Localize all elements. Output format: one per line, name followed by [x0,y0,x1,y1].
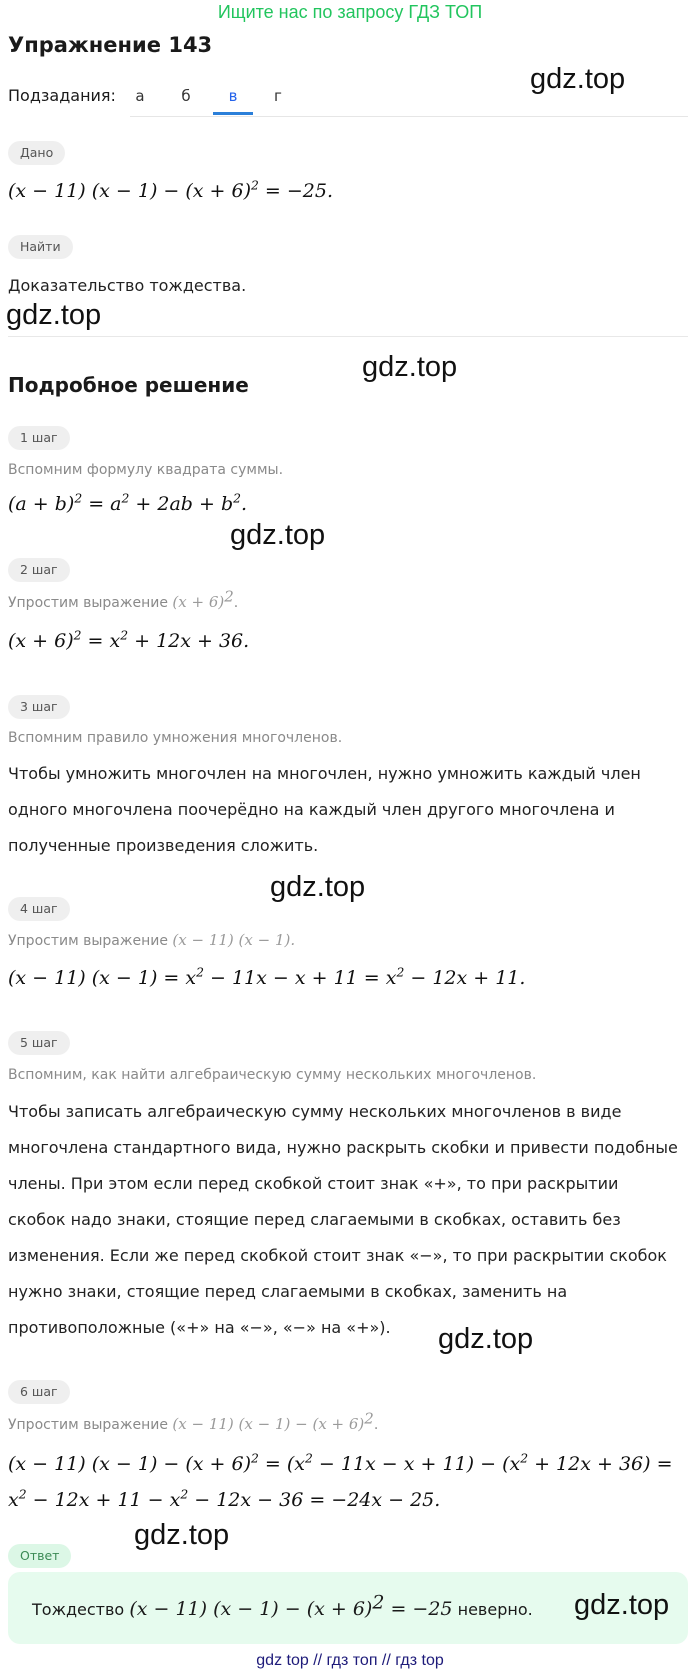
step-4-formula: (x − 11) $(x - 1) = x^2 - 11x - x + 11 = x^2 - 12x + 11$. [8,965,526,989]
watermark: gdz.top [134,1519,230,1551]
step-4-label: 4 шаг [8,897,70,921]
step-5-line-5: изменения. Если же перед скобкой стоит знак «−», то при раскрытии скобок [8,1246,667,1265]
step-5-line-6: нужно знаки, стоящие перед слагаемыми в скобках, заменить на [8,1282,568,1301]
step-5-line-4: скобок надо знаки, стоящие перед слагаемыми в скобках, оставить без [8,1210,621,1229]
step-3-label: 3 шаг [8,695,70,719]
find-label: Найти [8,235,73,259]
page-title: Упражнение 143 [8,33,213,57]
promo-banner[interactable]: Ищите нас по запросу ГДЗ ТОП [217,2,483,22]
given-expression: (x − 11) $(x - 1) - (x + 6)^2 = -25$. [8,178,334,202]
tab-b[interactable]: б [181,87,191,105]
step-6-formula-line-2: $x^2 - 12x + 11 - x^2 - 12x - 36 = -24x - 25$. [8,1487,441,1511]
step-5-label: 5 шаг [8,1031,70,1055]
step-1-formula: $(a + b)^2 = a^2 + 2ab + b^2$. [8,491,248,515]
step-6-label: 6 шаг [8,1380,70,1404]
tab-a[interactable]: а [135,87,145,105]
find-text: Доказательство тождества. [8,276,247,295]
footer-links[interactable]: gdz top // гдз топ // гдз top [256,1652,444,1669]
watermark: gdz.top [530,63,626,95]
step-5-line-3: члены. При этом если перед скобкой стоит знак «+», то при раскрытии [8,1174,619,1193]
step-5-hint: Вспомним, как найти алгебраическую сумму нескольких многочленов. [8,1067,537,1083]
given-label: Дано [8,141,65,165]
subtasks-label: Подзадания: [8,86,116,105]
step-4-hint: Упростим выражение (x − 11) (x − 1). [8,931,296,949]
answer-text: Тождество (x − 11) $(x - 1) - (x + 6)^2 = -25$ неверно. [32,1591,533,1620]
step-3-hint: Вспомним правило умножения многочленов. [8,730,343,746]
step-5-line-1: Чтобы записать алгебраическую сумму нескольких многочленов в виде [8,1102,622,1121]
answer-label: Ответ [8,1544,71,1568]
step-6-hint: Упростим выражение (x − 11) $(x - 1) - (x + 6)^2$. [8,1409,379,1433]
tab-g[interactable]: г [274,87,282,105]
step-5-line-2: многочлена стандартного вида, нужно раскрыть скобки и привести подобные [8,1138,678,1157]
step-1-hint: Вспомним формулу квадрата суммы. [8,462,284,478]
step-2-label: 2 шаг [8,558,70,582]
step-1-label: 1 шаг [8,426,70,450]
watermark: gdz.top [574,1589,670,1621]
watermark: gdz.top [230,519,326,551]
step-5-line-7: противоположные («+» на «−», «−» на «+»). [8,1318,391,1337]
solution-title: Подробное решение [8,373,249,397]
step-2-hint: Упростим выражение $(x + 6)^2$. [8,587,239,611]
divider [8,336,688,337]
tab-v[interactable]: в [213,78,253,115]
step-3-line-3: полученные произведения сложить. [8,836,319,855]
watermark: gdz.top [362,351,458,383]
watermark: gdz.top [438,1323,534,1355]
step-3-line-1: Чтобы умножить многочлен на многочлен, нужно умножить каждый член [8,764,641,783]
step-3-line-2: одного многочлена поочерёдно на каждый член другого многочлена и [8,800,615,819]
step-6-formula-line-1: (x − 11) $(x - 1) - (x + 6)^2 = (x^2 - 11x - x + 11) - (x^2 + 12x + 36)$ = [8,1451,673,1475]
watermark: gdz.top [270,871,366,903]
watermark: gdz.top [6,299,102,331]
step-2-formula: $(x + 6)^2 = x^2 + 12x + 36$. [8,628,250,652]
